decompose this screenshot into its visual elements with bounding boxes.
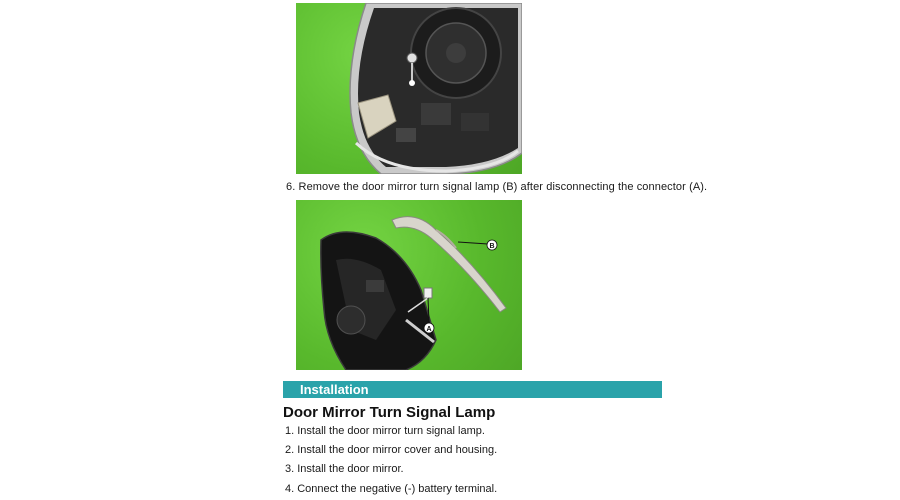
callout-a-label: A — [426, 326, 432, 333]
installation-section-title: Installation — [300, 382, 369, 397]
callout-b-label: B — [489, 243, 495, 250]
turn-signal-lamp-photo — [296, 200, 522, 370]
door-mirror-turn-signal-heading: Door Mirror Turn Signal Lamp — [283, 404, 496, 421]
installation-step-3: 3. Install the door mirror. — [285, 463, 404, 475]
installation-step-1: 1. Install the door mirror turn signal lamp. — [285, 425, 485, 437]
mirror-housing-photo — [296, 3, 522, 174]
installation-step-4: 4. Connect the negative (-) battery terminal. — [285, 483, 498, 495]
turn-signal-lamp-illustration — [296, 200, 522, 370]
step-6-text: 6. Remove the door mirror turn signal lamp (B) after disconnecting the connector (A). — [286, 181, 708, 193]
mirror-housing-illustration — [296, 3, 522, 174]
installation-section-bar — [283, 381, 662, 398]
installation-step-2: 2. Install the door mirror cover and housing. — [285, 444, 498, 456]
